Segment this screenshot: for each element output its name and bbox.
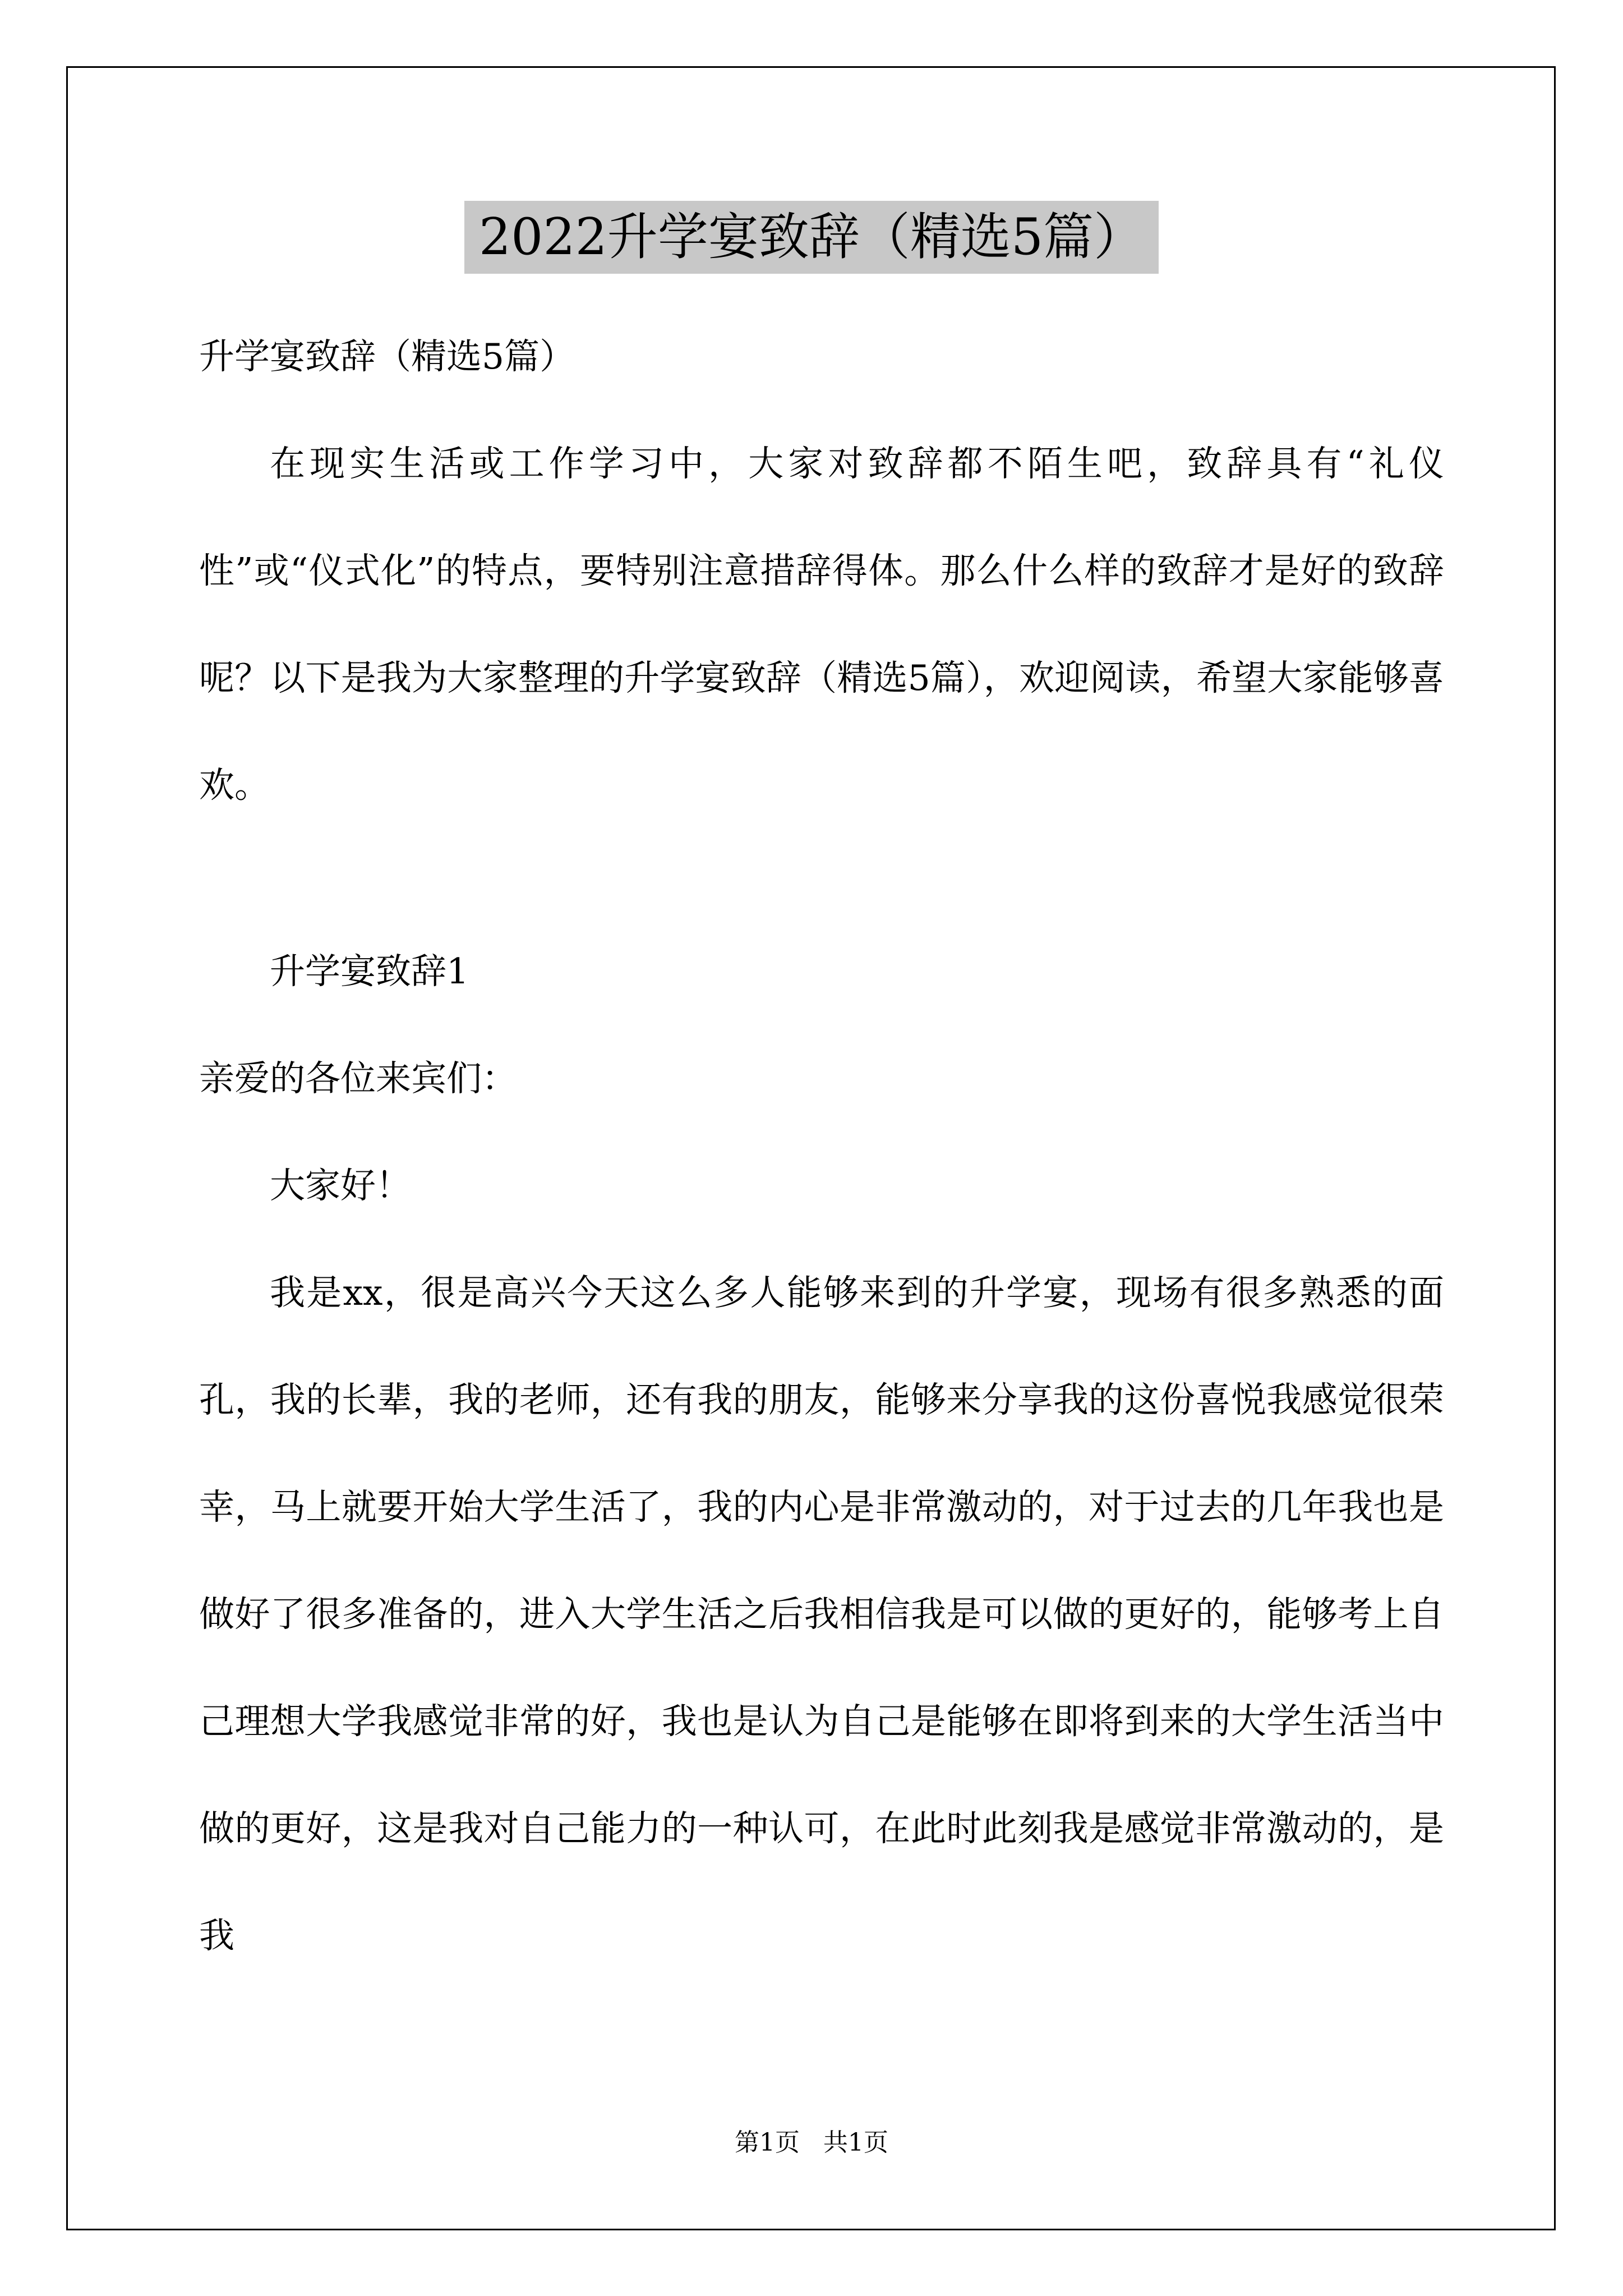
document-title: 2022升学宴致辞（精选5篇） xyxy=(464,201,1159,274)
section-heading: 升学宴致辞1 xyxy=(270,951,469,992)
intro-paragraph: 在现实生活或工作学习中，大家对致辞都不陌生吧，致辞具有“礼仪性”或“仪式化”的特点，要特别注意措辞得体。那么什么样的致辞才是好的致辞呢？以下是我为大家整理的升学宴致辞（精选5篇），欢迎阅读，希望大家能够喜欢。 xyxy=(199,443,1444,806)
greeting: 大家好！ xyxy=(270,1165,411,1206)
salutation: 亲爱的各位来宾们： xyxy=(199,1058,517,1099)
body-paragraph: 我是xx，很是高兴今天这么多人能够来到的升学宴，现场有很多熟悉的面孔，我的长辈，我的老师，还有我的朋友，能够来分享我的这份喜悦我感觉很荣幸，马上就要开始大学生活了，我的内心是非常激动的，对于过去的几年我也是做好了很多准备的，进入大学生活之后我相信我是可以做的更好的，能够考上自己理想大学我感觉非常的好，我也是认为自己是能够在即将到来的大学生活当中做的更好，这是我对自己能力的一种认可，在此时此刻我是感觉非常激动的，是我 xyxy=(199,1272,1444,1956)
document-subtitle: 升学宴致辞（精选5篇） xyxy=(199,336,575,377)
document-body xyxy=(199,303,1444,1989)
page-number-footer: 第1页 共1页 xyxy=(735,2128,888,2157)
document-title-container xyxy=(0,201,1623,274)
